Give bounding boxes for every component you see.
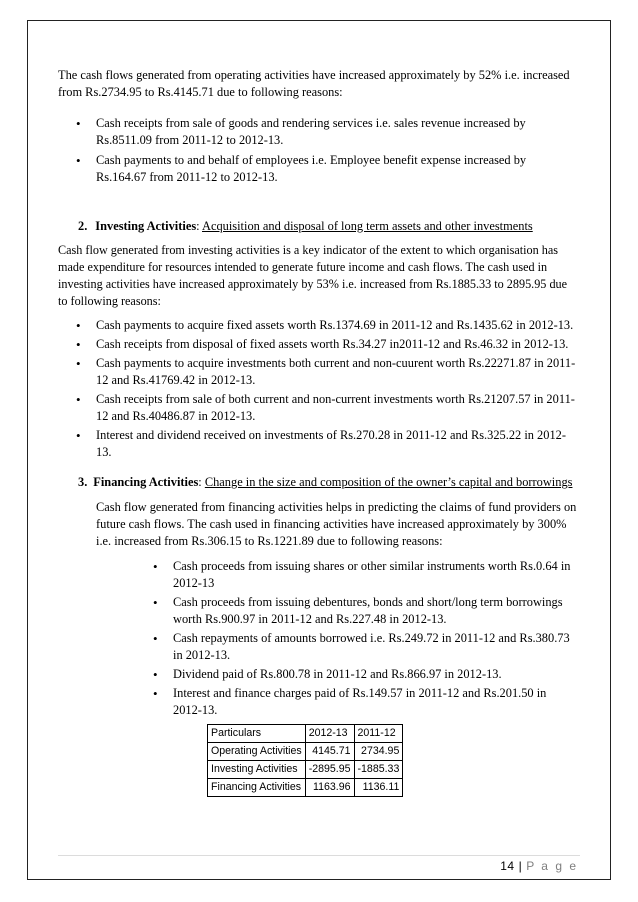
investing-heading <box>78 218 578 235</box>
list-item: • Interest and finance charges paid of Rs.149.57 in 2011-12 and Rs.201.50 in 2012-13. <box>173 685 578 719</box>
section-number: 3. <box>78 475 88 489</box>
list-item: • Cash proceeds from issuing debentures, bonds and short/long term borrowings worth Rs.900.97 in 2011-12 and Rs.227.48 in 2012-13. <box>173 594 578 628</box>
list-item: • Cash payments to acquire investments both current and non-cuurent worth Rs.22271.87 in 2011-12 and Rs.41769.42 in 2012-13. <box>96 355 578 389</box>
heading-colon: : <box>198 475 202 489</box>
section-title: Investing Activities <box>95 219 197 233</box>
table-cell: 1136.11 <box>354 779 403 797</box>
page-footer <box>500 859 578 873</box>
section-description: Acquisition and disposal of long term assets and other investments <box>202 219 533 233</box>
investing-paragraph: Cash flow generated from investing activities is a key indicator of the extent to which organisation has made expenditure for resources intended to generate future income and cash flows. The cash used in investing activities have increased approximately by 53% i.e. increased from Rs.1885.33 to 2895.95 due to following reasons: <box>58 243 568 308</box>
financing-paragraph: Cash flow generated from financing activities helps in predicting the claims of fund providers on future cash flows. The cash used in financing activities have increased approximately by 300% i.e. increased from Rs.306.15 to Rs.1221.89 due to following reasons: <box>96 500 577 548</box>
table-cell: Investing Activities <box>208 761 306 779</box>
heading-colon: : <box>196 219 200 233</box>
table-cell: 2734.95 <box>354 743 403 761</box>
financing-heading <box>78 474 578 491</box>
list-item: • Cash payments to and behalf of employees i.e. Employee benefit expense increased by Rs.164.67 from 2011-12 to 2012-13. <box>96 152 578 186</box>
table-row <box>208 779 403 797</box>
list-item: • Cash receipts from disposal of fixed assets worth Rs.34.27 in2011-12 and Rs.46.32 in 2012-13. <box>96 336 578 353</box>
header-cell: 2011-12 <box>354 725 403 743</box>
section-number: 2. <box>78 219 88 233</box>
table-cell: -1885.33 <box>354 761 403 779</box>
list-item: • Cash receipts from sale of goods and rendering services i.e. sales revenue increased by Rs.8511.09 from 2011-12 to 2012-13. <box>96 115 578 149</box>
page-number: 14 <box>500 859 515 873</box>
table-cell: Operating Activities <box>208 743 306 761</box>
cash-flow-summary-table <box>207 724 403 797</box>
footer-separator: | <box>518 859 523 873</box>
operating-reasons-list <box>96 115 578 186</box>
operating-intro: The cash flows generated from operating activities have increased approximately by 52% i.e. increased from Rs.2734.95 to Rs.4145.71 due to following reasons: <box>58 68 570 99</box>
section-description: Change in the size and composition of the owner’s capital and borrowings <box>204 475 573 489</box>
footer-divider <box>58 855 580 856</box>
section-title: Financing Activities <box>93 475 199 489</box>
document-body <box>58 67 578 723</box>
header-cell: Particulars <box>208 725 306 743</box>
table-header-row <box>208 725 403 743</box>
table-cell: Financing Activities <box>208 779 306 797</box>
table-cell: -2895.95 <box>305 761 354 779</box>
financing-reasons-list <box>173 558 578 719</box>
table-cell: 4145.71 <box>305 743 354 761</box>
list-item: • Cash receipts from sale of both current and non-current investments worth Rs.21207.57 in 2011-12 and Rs.40486.87 in 2012-13. <box>96 391 578 425</box>
list-item: • Cash proceeds from issuing shares or other similar instruments worth Rs.0.64 in 2012-13 <box>173 558 578 592</box>
table-row <box>208 761 403 779</box>
list-item: • Dividend paid of Rs.800.78 in 2011-12 and Rs.866.97 in 2012-13. <box>173 666 578 683</box>
table-row <box>208 743 403 761</box>
header-cell: 2012-13 <box>305 725 354 743</box>
list-item: • Cash payments to acquire fixed assets worth Rs.1374.69 in 2011-12 and Rs.1435.62 in 2012-13. <box>96 317 578 334</box>
list-item: • Cash repayments of amounts borrowed i.e. Rs.249.72 in 2011-12 and Rs.380.73 in 2012-13. <box>173 630 578 664</box>
page-label: P a g e <box>526 859 578 873</box>
list-item: • Interest and dividend received on investments of Rs.270.28 in 2011-12 and Rs.325.22 in 2012-13. <box>96 427 578 461</box>
table-cell: 1163.96 <box>305 779 354 797</box>
investing-reasons-list <box>96 317 578 461</box>
